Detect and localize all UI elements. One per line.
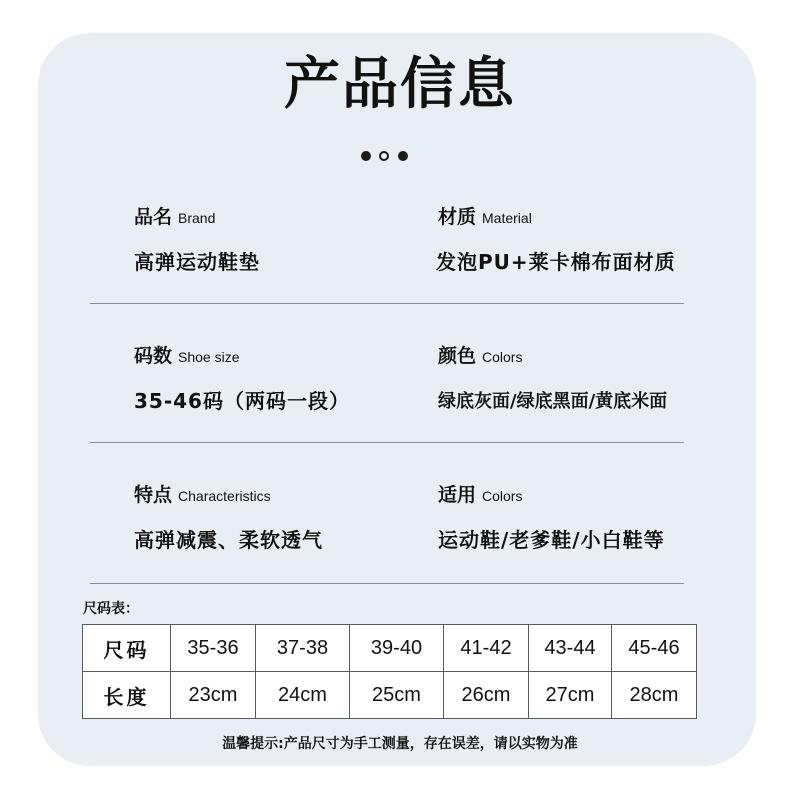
table-cell: 28cm: [612, 672, 697, 719]
table-cell: 25cm: [350, 672, 444, 719]
size-label: [134, 344, 240, 369]
brand-label: [134, 205, 215, 230]
feature-label: [134, 483, 271, 508]
table-cell: 35-36: [171, 625, 256, 672]
size-chart-table: [82, 624, 697, 719]
color-value: 绿底灰面/绿底黑面/黄底米面: [438, 391, 668, 412]
brand-label-cn: 品名: [134, 206, 173, 228]
usage-value: 运动鞋/老爹鞋/小白鞋等: [438, 528, 665, 552]
usage-label: [438, 483, 522, 508]
size-label-en: Shoe size: [178, 349, 240, 365]
table-cell: 43-44: [529, 625, 612, 672]
size-label-cn: 码数: [134, 345, 173, 367]
table-row-head: 尺码: [83, 625, 171, 672]
brand-value: 高弹运动鞋垫: [134, 250, 260, 274]
dot-filled-icon: [398, 151, 408, 161]
divider: [90, 442, 684, 443]
tip-text: 温馨提示:产品尺寸为手工测量，存在误差，请以实物为准: [222, 736, 578, 752]
table-cell: 24cm: [256, 672, 350, 719]
material-value: 发泡PU+莱卡棉布面材质: [436, 250, 676, 274]
divider: [90, 303, 684, 304]
table-cell: 26cm: [444, 672, 529, 719]
table-cell: 45-46: [612, 625, 697, 672]
dot-hollow-icon: [379, 151, 389, 161]
size-chart-caption: 尺码表：: [83, 601, 139, 617]
color-label: [438, 344, 522, 369]
brand-label-en: Brand: [178, 210, 216, 226]
feature-label-en: Characteristics: [178, 488, 271, 504]
page-title: 产品信息: [284, 52, 516, 117]
table-cell: 27cm: [529, 672, 612, 719]
color-label-cn: 颜色: [438, 345, 477, 367]
dot-filled-icon: [361, 151, 371, 161]
table-cell: 37-38: [256, 625, 350, 672]
table-cell: 41-42: [444, 625, 529, 672]
material-label-en: Material: [482, 210, 532, 226]
table-cell: 39-40: [350, 625, 444, 672]
table-row: [83, 625, 697, 672]
feature-value: 高弹减震、柔软透气: [134, 528, 323, 552]
size-value: 35-46码（两码一段）: [134, 389, 350, 413]
usage-label-en: Colors: [482, 488, 523, 504]
usage-label-cn: 适用: [438, 484, 477, 506]
divider: [90, 583, 684, 584]
material-label-cn: 材质: [438, 206, 477, 228]
table-row: [83, 672, 697, 719]
color-label-en: Colors: [482, 349, 523, 365]
feature-label-cn: 特点: [134, 484, 173, 506]
table-cell: 23cm: [171, 672, 256, 719]
table-row-head: 长度: [83, 672, 171, 719]
material-label: [438, 205, 532, 230]
